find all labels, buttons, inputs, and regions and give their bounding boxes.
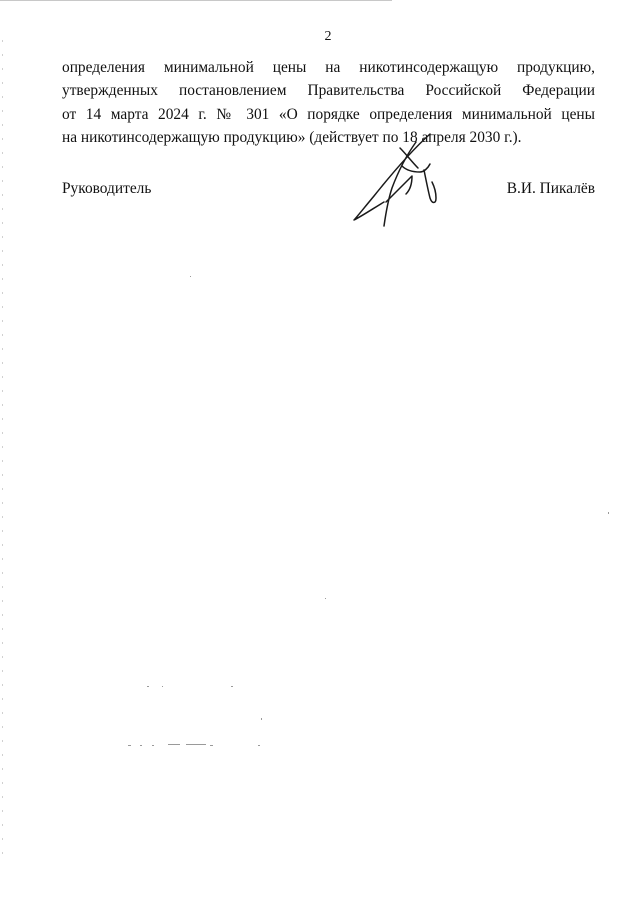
position-title: Руководитель [62,180,152,197]
scan-top-edge [0,0,392,1]
handwritten-signature [340,132,450,228]
paragraph-line-2: утвержденных постановлением Правительства Российской Федерации [62,82,595,100]
paragraph-text [62,56,595,150]
page-number: 2 [324,29,332,44]
paragraph-line-3: от 14 марта 2024 г. № 301 «О порядке определения минимальной цены [62,105,595,123]
scan-left-edge [2,40,3,860]
paragraph-line-1: определения минимальной цены на никотинсодержащую продукцию, [62,59,595,76]
signer-name: В.И. Пикалёв [506,180,595,197]
signature-block [62,180,595,200]
paragraph-line-4: на никотинсодержащую продукцию» (действует по 18 апреля 2030 г.). [62,129,522,147]
